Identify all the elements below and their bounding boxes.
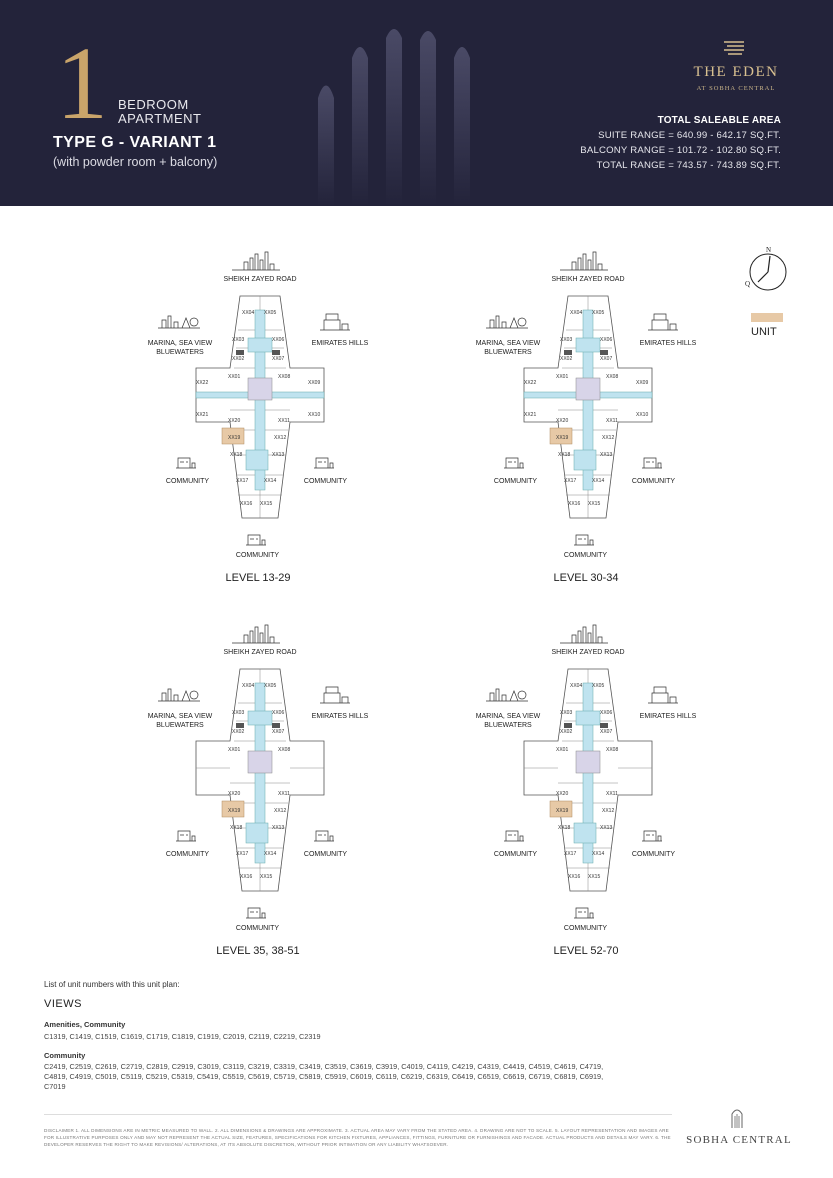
level-label: LEVEL 13-29	[225, 572, 291, 584]
compass-icon	[744, 244, 790, 294]
community-label-bottom: COMMUNITY	[563, 552, 608, 559]
svg-text:XX20: XX20	[228, 418, 241, 424]
community-label-left: COMMUNITY	[493, 478, 538, 485]
shaft-marker	[564, 723, 572, 728]
community-label-bottom: COMMUNITY	[235, 925, 280, 932]
total-range: TOTAL RANGE = 743.57 - 743.89 SQ.FT.	[596, 160, 781, 171]
svg-text:XX11: XX11	[606, 791, 618, 797]
disclaimer-text: DISCLAIMER 1. ALL DIMENSIONS ARE IN METRIC MEASURED TO WALL. 2. ALL DIMENSIONS & DRAWINGS ARE APPROXIMATE. 3. ACTUAL AREA MAY VARY FROM THE STATED AREA. 4. DRAWING ARE NOT TO SCALE. 5. LAYOUT REPRESENTATION AND IMAGES ARE FOR ILLUSTRATIVE PURPOSES ONLY AND MAY NOT REPRESENT THE ACTUAL SIZE, FEATURES, SPECIFICATIONS FOR KITCHEN FIXTURES, APPLIANCES, FITTINGS, FURNITURE OR FURNISHINGS AND FACADE. ACTUAL PRODUCTS AND DETAILS MAY VARY. 6. THE DEVELOPER RESERVES THE RIGHT TO MAKE REVISIONS/ ALTERATIONS, AT ITS ABSOLUTE DISCRETION, WITHOUT PRIOR INTIMATION OR ANY LIABILITY WHATSOEVER.	[44, 1128, 671, 1147]
svg-text:XX17: XX17	[236, 851, 249, 857]
arches-graphic	[318, 28, 488, 206]
svg-text:XX02: XX02	[232, 729, 245, 735]
svg-text:XX01: XX01	[556, 747, 569, 753]
brand-subtitle: AT SOBHA CENTRAL	[696, 85, 776, 92]
svg-text:XX01: XX01	[228, 747, 241, 753]
svg-text:XX16: XX16	[240, 874, 253, 880]
svg-text:XX13: XX13	[600, 825, 613, 831]
eden-logo-icon	[722, 40, 746, 56]
svg-text:XX07: XX07	[272, 356, 285, 362]
floor-plan-level-13-29	[140, 250, 380, 590]
community-icon-left	[504, 831, 524, 841]
svg-text:XX15: XX15	[588, 501, 601, 507]
svg-text:XX12: XX12	[602, 435, 615, 441]
lift-core	[248, 751, 272, 773]
svg-text:XX15: XX15	[588, 874, 601, 880]
floor-plan-drawing	[140, 250, 380, 590]
west-label-line2: BLUEWATERS	[156, 349, 204, 356]
svg-text:XX06: XX06	[272, 337, 285, 343]
lift-core	[248, 378, 272, 400]
core-bottom	[246, 450, 268, 470]
floor-plan-drawing	[468, 250, 708, 590]
unit-legend-label: UNIT	[751, 326, 777, 338]
category-title-community: Community	[44, 1051, 86, 1060]
marina-icon	[158, 689, 200, 701]
svg-text:XX07: XX07	[272, 729, 285, 735]
views-title: VIEWS	[44, 998, 82, 1010]
category-units-amenities: C1319, C1419, C1519, C1619, C1719, C1819, C1919, C2019, C2119, C2219, C2319	[44, 1032, 321, 1041]
svg-text:XX18: XX18	[558, 452, 571, 458]
community-icon-right	[314, 458, 334, 468]
core-top	[576, 338, 600, 352]
svg-text:XX11: XX11	[606, 418, 618, 424]
core-top	[576, 711, 600, 725]
svg-text:XX19: XX19	[556, 435, 569, 441]
svg-text:XX16: XX16	[568, 874, 581, 880]
svg-text:XX04: XX04	[242, 310, 255, 316]
svg-text:XX06: XX06	[600, 710, 613, 716]
east-label: EMIRATES HILLS	[639, 340, 697, 347]
svg-text:XX17: XX17	[236, 478, 249, 484]
community-icon-left	[504, 458, 524, 468]
villa-icon	[320, 687, 350, 703]
shaft-marker	[600, 350, 608, 355]
west-label-line2: BLUEWATERS	[484, 722, 532, 729]
core-bottom	[574, 450, 596, 470]
bedroom-line2: APARTMENT	[118, 111, 202, 126]
community-label-left: COMMUNITY	[165, 851, 210, 858]
floor-plan-level-30-34	[468, 250, 708, 590]
villa-icon	[648, 687, 678, 703]
category-units-community: C2419, C2519, C2619, C2719, C2819, C2919, C3019, C3119, C3219, C3319, C3419, C3519, C3619, C3919, C4019, C4119, C4219, C4319, C4419, C4519, C4619, C4719, C4819, C4919, C5019, C5119, C5219, C5319, C5419, C5519, C5619, C5719, C5819, C5919, C6019, C6119, C6219, C6319, C6419, C6519, C6619, C6719, C6819, C6919, C7019	[44, 1062, 604, 1091]
north-label: SHEIKH ZAYED ROAD	[223, 649, 297, 656]
svg-text:XX06: XX06	[272, 710, 285, 716]
lift-core	[576, 751, 600, 773]
svg-text:XX18: XX18	[230, 452, 243, 458]
developer-name: SOBHA CENTRAL	[686, 1134, 792, 1146]
core-bottom	[574, 823, 596, 843]
svg-text:XX01: XX01	[556, 374, 569, 380]
west-label-line1: MARINA, SEA VIEW	[475, 340, 541, 347]
svg-text:XX12: XX12	[274, 435, 287, 441]
svg-text:XX16: XX16	[568, 501, 581, 507]
level-label: LEVEL 30-34	[553, 572, 619, 584]
marina-icon	[486, 689, 528, 701]
villa-icon	[320, 314, 350, 330]
community-icon-bottom	[246, 535, 266, 545]
suite-range: SUITE RANGE = 640.99 - 642.17 SQ.FT.	[598, 130, 781, 141]
unit-legend-swatch	[751, 313, 783, 322]
shaft-marker	[272, 350, 280, 355]
west-label-line1: MARINA, SEA VIEW	[147, 713, 213, 720]
svg-text:XX03: XX03	[232, 710, 245, 716]
svg-text:XX07: XX07	[600, 729, 613, 735]
floor-plan-drawing	[468, 623, 708, 963]
area-title: TOTAL SALEABLE AREA	[657, 115, 781, 126]
community-icon-bottom	[246, 908, 266, 918]
svg-text:XX22: XX22	[196, 380, 209, 386]
svg-text:XX04: XX04	[570, 310, 583, 316]
svg-text:XX20: XX20	[556, 791, 569, 797]
lift-core	[576, 378, 600, 400]
svg-text:XX10: XX10	[308, 412, 321, 418]
svg-text:XX08: XX08	[606, 747, 619, 753]
skyline-icon	[560, 625, 608, 643]
north-label: SHEIKH ZAYED ROAD	[551, 649, 625, 656]
bedroom-apartment-label	[118, 98, 201, 126]
west-label-line1: MARINA, SEA VIEW	[475, 713, 541, 720]
svg-text:XX12: XX12	[274, 808, 287, 814]
shaft-marker	[600, 723, 608, 728]
svg-text:XX02: XX02	[560, 729, 573, 735]
east-label: EMIRATES HILLS	[639, 713, 697, 720]
svg-text:XX20: XX20	[556, 418, 569, 424]
svg-text:XX18: XX18	[230, 825, 243, 831]
svg-text:XX20: XX20	[228, 791, 241, 797]
svg-text:XX19: XX19	[556, 808, 569, 814]
skyline-icon	[232, 625, 280, 643]
svg-text:XX02: XX02	[560, 356, 573, 362]
svg-text:XX08: XX08	[606, 374, 619, 380]
marina-icon	[486, 316, 528, 328]
svg-text:XX19: XX19	[228, 808, 241, 814]
header-banner	[0, 0, 833, 206]
east-label: EMIRATES HILLS	[311, 340, 369, 347]
community-label-right: COMMUNITY	[303, 478, 348, 485]
west-label-line1: MARINA, SEA VIEW	[147, 340, 213, 347]
core-top	[248, 711, 272, 725]
svg-text:XX05: XX05	[264, 310, 277, 316]
community-icon-left	[176, 458, 196, 468]
core-top	[248, 338, 272, 352]
svg-text:XX04: XX04	[242, 683, 255, 689]
svg-text:XX05: XX05	[264, 683, 277, 689]
shaft-marker	[236, 723, 244, 728]
svg-text:XX15: XX15	[260, 501, 273, 507]
svg-text:XX07: XX07	[600, 356, 613, 362]
shaft-marker	[236, 350, 244, 355]
west-label-line2: BLUEWATERS	[484, 349, 532, 356]
floor-plan-drawing	[140, 623, 380, 963]
level-label: LEVEL 35, 38-51	[216, 945, 300, 957]
svg-text:XX12: XX12	[602, 808, 615, 814]
svg-text:XX21: XX21	[524, 412, 537, 418]
north-label: SHEIKH ZAYED ROAD	[223, 276, 297, 283]
community-label-right: COMMUNITY	[631, 478, 676, 485]
community-icon-right	[314, 831, 334, 841]
saleable-area-block	[580, 113, 781, 173]
community-icon-bottom	[574, 535, 594, 545]
svg-text:XX17: XX17	[564, 478, 577, 484]
east-label: EMIRATES HILLS	[311, 713, 369, 720]
community-icon-left	[176, 831, 196, 841]
community-label-left: COMMUNITY	[493, 851, 538, 858]
svg-text:XX13: XX13	[272, 452, 285, 458]
community-icon-bottom	[574, 908, 594, 918]
community-label-bottom: COMMUNITY	[563, 925, 608, 932]
unit-type-subtitle: (with powder room + balcony)	[53, 155, 218, 169]
svg-text:XX13: XX13	[272, 825, 285, 831]
svg-text:XX19: XX19	[228, 435, 241, 441]
svg-text:XX22: XX22	[524, 380, 537, 386]
svg-text:Q: Q	[745, 280, 751, 288]
svg-text:XX11: XX11	[278, 791, 290, 797]
svg-text:XX14: XX14	[592, 851, 605, 857]
svg-text:XX21: XX21	[196, 412, 209, 418]
svg-text:XX03: XX03	[560, 710, 573, 716]
community-label-bottom: COMMUNITY	[235, 552, 280, 559]
community-icon-right	[642, 831, 662, 841]
floor-plan-level-35-51	[140, 623, 380, 963]
svg-text:XX09: XX09	[636, 380, 649, 386]
shaft-marker	[272, 723, 280, 728]
core-bottom	[246, 823, 268, 843]
skyline-icon	[560, 252, 608, 270]
floor-plan-level-52-70	[468, 623, 708, 963]
svg-text:XX08: XX08	[278, 747, 291, 753]
svg-text:XX14: XX14	[592, 478, 605, 484]
svg-text:XX13: XX13	[600, 452, 613, 458]
svg-text:XX17: XX17	[564, 851, 577, 857]
svg-text:XX03: XX03	[560, 337, 573, 343]
footer-divider	[44, 1114, 672, 1115]
svg-text:XX06: XX06	[600, 337, 613, 343]
category-title-amenities: Amenities, Community	[44, 1020, 126, 1029]
sobha-logo-icon	[731, 1108, 743, 1128]
svg-text:XX05: XX05	[592, 310, 605, 316]
marina-icon	[158, 316, 200, 328]
community-label-right: COMMUNITY	[303, 851, 348, 858]
svg-text:XX18: XX18	[558, 825, 571, 831]
svg-text:XX01: XX01	[228, 374, 241, 380]
svg-text:XX05: XX05	[592, 683, 605, 689]
svg-text:XX09: XX09	[308, 380, 321, 386]
unit-list-intro: List of unit numbers with this unit plan:	[44, 980, 180, 989]
bedroom-count: 1	[56, 26, 108, 141]
skyline-icon	[232, 252, 280, 270]
level-label: LEVEL 52-70	[553, 945, 619, 957]
svg-text:XX16: XX16	[240, 501, 253, 507]
west-label-line2: BLUEWATERS	[156, 722, 204, 729]
balcony-range: BALCONY RANGE = 101.72 - 102.80 SQ.FT.	[580, 145, 781, 156]
svg-text:XX08: XX08	[278, 374, 291, 380]
bedroom-line1: BEDROOM	[118, 97, 189, 112]
svg-text:XX11: XX11	[278, 418, 290, 424]
community-label-right: COMMUNITY	[631, 851, 676, 858]
svg-text:XX03: XX03	[232, 337, 245, 343]
svg-text:XX15: XX15	[260, 874, 273, 880]
compass-n-label: N	[766, 246, 772, 254]
svg-text:XX04: XX04	[570, 683, 583, 689]
community-icon-right	[642, 458, 662, 468]
unit-type-title: TYPE G - VARIANT 1	[53, 134, 217, 151]
svg-text:XX14: XX14	[264, 851, 277, 857]
north-label: SHEIKH ZAYED ROAD	[551, 276, 625, 283]
svg-text:XX10: XX10	[636, 412, 649, 418]
villa-icon	[648, 314, 678, 330]
svg-text:XX14: XX14	[264, 478, 277, 484]
shaft-marker	[564, 350, 572, 355]
brand-name: THE EDEN	[693, 64, 779, 80]
svg-text:XX02: XX02	[232, 356, 245, 362]
community-label-left: COMMUNITY	[165, 478, 210, 485]
